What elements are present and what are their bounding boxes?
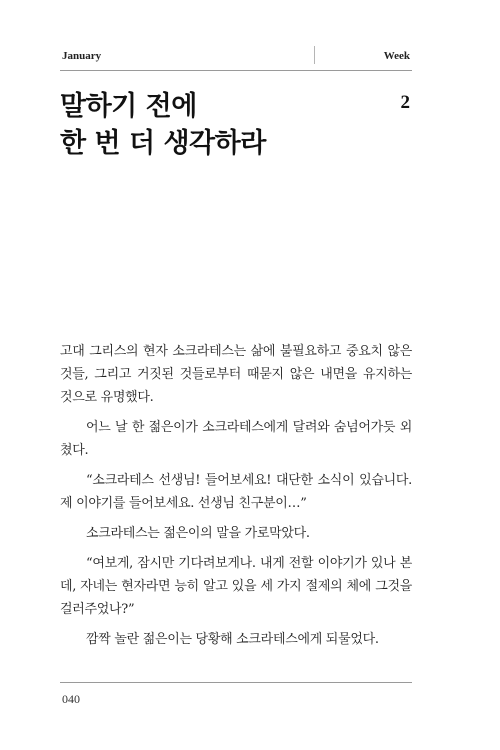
week-number: 2 [400,92,410,113]
paragraph: 고대 그리스의 현자 소크라테스는 삶에 불필요하고 중요치 않은 것들, 그리고 거짓된 것들로부터 때묻지 않은 내면을 유지하는 것으로 유명했다. [60,344,412,405]
chapter-title [60,88,360,162]
paragraph: “소크라테스 선생님! 들어보세요! 대단한 소식이 있습니다. 제 이야기를 들어보세요. 선생님 친구분이…” [60,473,412,511]
paragraph: 어느 날 한 젊은이가 소크라테스에게 달려와 숨넘어가듯 외쳤다. [60,420,412,458]
header-divider [314,46,315,64]
paragraph: “여보게, 잠시만 기다려보게나. 내게 전할 이야기가 있나 본데, 자네는 현자라면 능히 알고 있을 세 가지 절제의 체에 그것을 걸러주었나?” [60,556,412,617]
chapter-title-line-1: 말하기 전에 [60,91,197,122]
page-number: 040 [62,692,80,706]
paragraph: 깜짝 놀란 젊은이는 당황해 소크라테스에게 되물었다. [86,632,379,647]
body-text [60,340,412,658]
footer-divider [60,682,412,683]
chapter-title-line-2: 한 번 더 생각하라 [60,128,266,159]
paragraph: 소크라테스는 젊은이의 말을 가로막았다. [86,526,310,541]
running-header [60,44,412,71]
header-month: January [62,50,102,62]
header-week-label: Week [383,50,410,62]
